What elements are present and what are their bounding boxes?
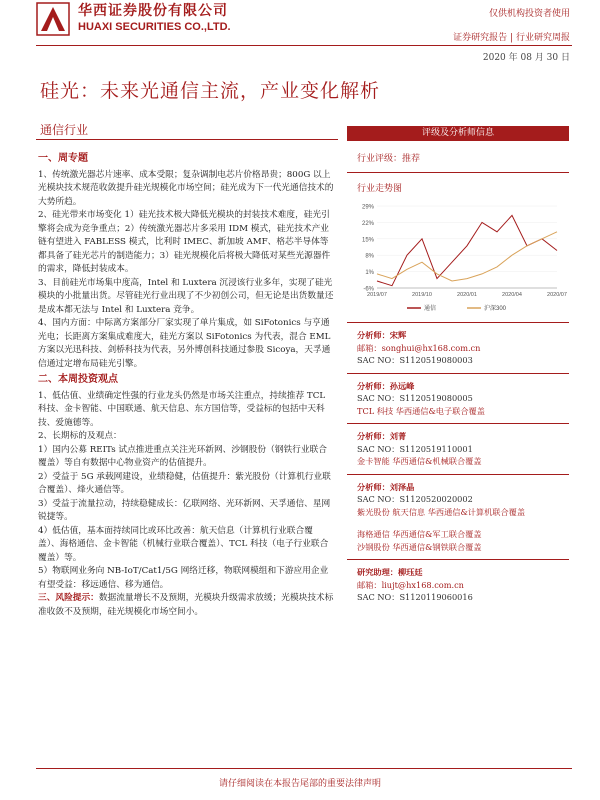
analyst-coverage: 金卡智能 华西通信&机械联合覆盖 — [357, 456, 482, 466]
y-tick-label: -6% — [363, 286, 374, 293]
viewpoint-paragraph: 3）受益于流量拉动，持续稳健成长：亿联网络、光环新网、天孚通信、星网锐捷等。 — [38, 498, 331, 522]
joint-coverage-list — [357, 528, 569, 553]
sidebar — [347, 126, 569, 604]
joint-coverage-item: 海格通信 华西通信&军工联合覆盖 — [357, 529, 482, 539]
category-label: 证券研究报告 — [453, 33, 508, 43]
analyst-coverage: TCL 科技 华西通信&电子联合覆盖 — [357, 405, 485, 416]
x-tick-label: 2020/07 — [547, 292, 567, 298]
legend-label: 沪深300 — [484, 306, 507, 312]
sidebar-divider — [347, 322, 569, 323]
x-tick-label: 2019/10 — [412, 292, 432, 298]
y-tick-label: 15% — [361, 237, 374, 244]
viewpoint-heading: 二、本周投资观点 — [38, 374, 118, 385]
analyst-block — [357, 380, 569, 418]
y-tick-label: 29% — [361, 204, 374, 211]
series-line-csi300 — [377, 232, 557, 281]
legal-notice: 请仔细阅读在本报告尾部的重要法律声明 — [218, 779, 381, 789]
audience-note: 仅供机构投资者使用 — [488, 9, 570, 19]
assistant-block — [357, 566, 569, 604]
joint-coverage-item: 沙钢股份 华西通信&钢铁联合覆盖 — [357, 541, 482, 552]
y-tick-label: 1% — [365, 270, 374, 277]
analyst-sac: SAC NO：S1120520020002 — [357, 494, 473, 504]
report-title: 硅光：未来光通信主流，产业变化解析 — [40, 80, 381, 102]
analyst-sac: SAC NO：S1120519110001 — [357, 443, 473, 454]
trend-chart — [347, 198, 569, 316]
weekly-topic-paragraph: 2、硅光带来市场变化 1）硅光技术极大降低光模块的封装技术难度，硅光引擎将会成为竞争重点；2）传统激光器芯片多采用 IDM 模式，硅光技术产业链有望进入 FABLESS 模式，比利时 IMEC、新加坡 AMF、格芯半导体等都具备了硅光芯片的制造能力；3）硅光规模化后将极大降低对某些光源器件的需求，降低封装成本。 — [38, 210, 331, 274]
viewpoint-paragraph: 5）物联网业务向 NB-IoT/Cat1/5G 网络迁移，物联网模组和下游应用企业有望受益：移远通信、移为通信。 — [38, 566, 329, 590]
x-tick-label: 2020/01 — [457, 292, 477, 298]
analyst-block — [357, 481, 569, 519]
viewpoint-paragraph: 2、长期标的及观点： — [38, 431, 122, 441]
risk-paragraph — [38, 592, 334, 619]
report-date: 2020 年 08 月 30 日 — [482, 53, 570, 63]
assistant-email: 邮箱：liujt@hx168.com.cn — [357, 579, 464, 590]
analyst-coverage: 紫光股份 航天信息 华西通信&计算机联合覆盖 — [357, 506, 526, 517]
weekly-topic-paragraph: 4、国内方面：中际离方案部分厂家实现了单片集成，如 SiFotonics 与亨通光电；长距离方案集成难度大，硅光方案以 SiFotonics 为代表，混合 EML 方案以光迅科技、剑桥科技为代表，另外博创科技通过参股 Sicoya，天孚通信通过定增布局硅光引擎。 — [38, 318, 331, 369]
analyst-sac: SAC NO：S1120519080003 — [357, 355, 473, 365]
industry-label: 通信行业 — [40, 123, 89, 137]
sidebar-divider — [347, 423, 569, 424]
main-content — [38, 150, 334, 619]
company-name-cn: 华西证券股份有限公司 — [78, 3, 228, 19]
header-divider — [36, 45, 572, 46]
risk-text: 数据流量增长不及预期，光模块升级需求放缓；光模块技术标准收敛不及预期，硅光规模化市场空间小。 — [38, 593, 334, 617]
x-tick-label: 2019/07 — [367, 292, 387, 298]
analyst-name: 分析师：刘菁 — [357, 431, 407, 441]
risk-heading: 三、风险提示： — [38, 593, 99, 603]
viewpoint-paragraph: 1、低估值、业绩确定性强的行业龙头仍然是市场关注重点，持续推荐 TCL 科技、金卡智能、中国联通、航天信息、东方国信等，受益标的包括中天科技、爱施德等。 — [38, 390, 326, 428]
series-line-telecom — [377, 215, 557, 285]
weekly-topic-paragraph: 1、传统激光器芯片速率、成本受限；复杂调制电芯片价格昂贵；800G 以上光模块技术规范收敛提升硅光规模化市场空间；硅光成为下一代光通信技术的大势所趋。 — [38, 169, 334, 207]
industry-divider — [36, 139, 338, 140]
x-tick-label: 2020/04 — [502, 292, 522, 298]
sidebar-divider — [347, 559, 569, 560]
analyst-block — [357, 329, 569, 367]
industry-rating: 行业评级：推荐 — [357, 154, 421, 164]
sidebar-header: 评级及分析师信息 — [347, 126, 569, 141]
analyst-name: 分析师：刘泽晶 — [357, 481, 415, 492]
sidebar-divider — [347, 373, 569, 374]
sidebar-divider — [347, 172, 569, 173]
huaxi-logo-icon — [36, 2, 70, 36]
y-tick-label: 22% — [361, 220, 374, 227]
weekly-topic-heading: 一、周专题 — [38, 153, 88, 164]
report-category — [453, 30, 570, 43]
analyst-name: 分析师：孙远峰 — [357, 380, 415, 391]
analyst-email: 邮箱：songhui@hx168.com.cn — [357, 342, 481, 353]
category-separator: | — [510, 33, 514, 43]
viewpoint-paragraph: 1）国内公募 REITs 试点推进重点关注光环新网、沙钢股份（钢铁行业联合覆盖）等自有数据中心物业资产的估值提升。 — [38, 444, 327, 468]
viewpoint-paragraph: 4）低估值，基本面持续同比或环比改善：航天信息（计算机行业联合覆盖）、海格通信、金卡智能（机械行业联合覆盖）、TCL 科技（电子行业联合覆盖）等。 — [38, 525, 329, 563]
trend-chart-title: 行业走势图 — [357, 184, 403, 194]
footer-divider — [36, 768, 572, 769]
legend-label: 通信 — [424, 306, 437, 312]
analyst-name: 分析师：宋辉 — [357, 330, 407, 340]
sidebar-divider — [347, 474, 569, 475]
viewpoint-paragraph: 2）受益于 5G 承载网建设，业绩稳健，估值提升：紫光股份（计算机行业联合覆盖）、烽火通信等。 — [38, 471, 331, 495]
y-tick-label: 8% — [365, 253, 374, 260]
company-name-en: HUAXI SECURITIES CO.,LTD. — [78, 21, 231, 33]
report-type-label: 行业研究周报 — [515, 33, 570, 43]
analyst-sac: SAC NO：S1120519080005 — [357, 393, 473, 403]
assistant-sac: SAC NO：S1120119060016 — [357, 592, 473, 602]
assistant-name: 研究助理：柳珏廷 — [357, 567, 423, 577]
analyst-block — [357, 430, 569, 468]
weekly-topic-paragraph: 3、目前硅光市场集中度高，Intel 和 Luxtera 沉浸该行业多年，实现了硅光模块的小批量出货。尽管硅光行业出现了不少初创公司，但无论是出货数量还是成本都无法与 Intel 和 Luxtera 竞争。 — [38, 277, 334, 315]
